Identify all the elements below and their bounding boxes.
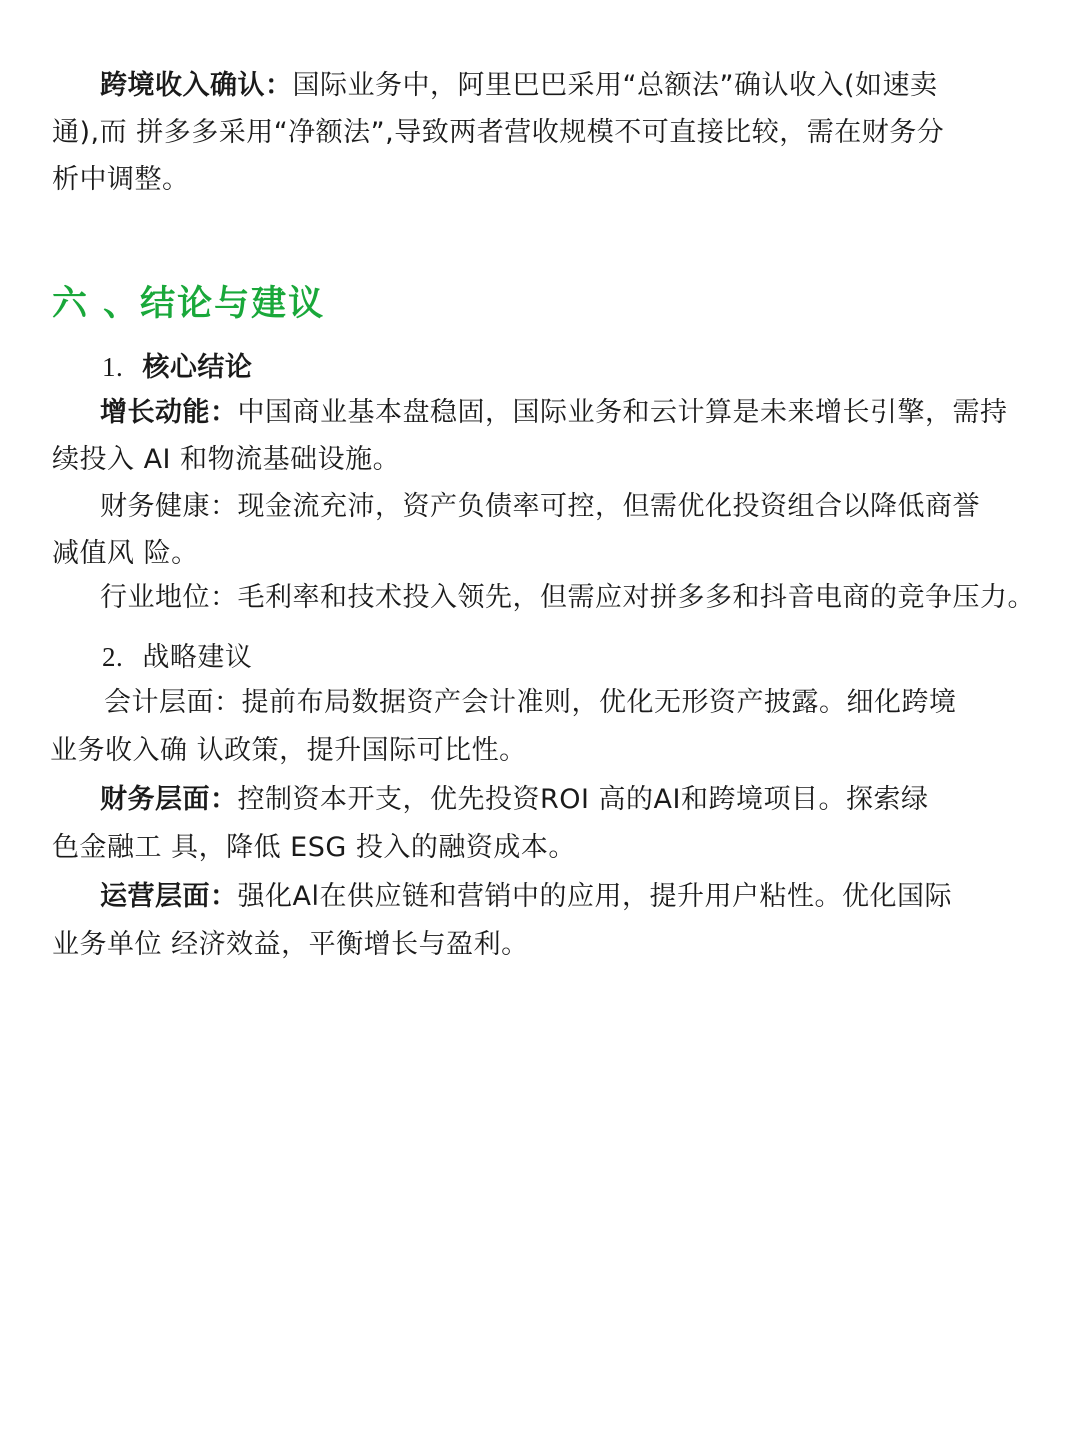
strategy-heading-number: 2. xyxy=(102,642,124,672)
industry-position-line: 行业地位：毛利率和技术投入领先，但需应对拼多多和抖音电商的竞争压力。 xyxy=(100,582,1035,613)
finance-text-1: 控制资本开支，优先投资ROI 高的AI和跨境项目。探索绿 xyxy=(237,784,929,815)
accounting-paragraph-line-1: 会计层面：提前布局数据资产会计准则，优化无形资产披露。细化跨境 xyxy=(104,687,957,718)
cross-border-label: 跨境收入确认： xyxy=(100,70,293,101)
operation-paragraph-line-2: 业务单位 经济效益，平衡增长与盈利。 xyxy=(52,929,529,960)
strategy-heading-text: 战略建议 xyxy=(142,642,253,673)
accounting-paragraph-line-2: 业务收入确 认政策，提升国际可比性。 xyxy=(50,735,527,766)
cross-border-paragraph-line-2: 通),而 拼多多采用“净额法”,导致两者营收规模不可直接比较，需在财务分 xyxy=(52,117,945,148)
health-paragraph-line-2: 减值风 险。 xyxy=(52,538,199,569)
growth-paragraph-line-1 xyxy=(100,393,1008,433)
operation-paragraph-line-1 xyxy=(100,877,952,917)
growth-label: 增长动能： xyxy=(100,397,238,428)
conclusion-heading xyxy=(102,347,252,388)
growth-paragraph-line-2: 续投入 AI 和物流基础设施。 xyxy=(52,444,401,475)
conclusion-heading-text: 核心结论 xyxy=(142,352,253,383)
section-title: 六 、结论与建议 xyxy=(52,284,326,324)
finance-label: 财务层面： xyxy=(100,784,238,815)
cross-border-paragraph-line-3: 析中调整。 xyxy=(52,164,190,195)
health-paragraph-line-1: 财务健康：现金流充沛，资产负债率可控，但需优化投资组合以降低商誉 xyxy=(100,491,980,522)
finance-paragraph-line-1 xyxy=(100,780,929,820)
finance-paragraph-line-2: 色金融工 具，降低 ESG 投入的融资成本。 xyxy=(52,832,576,863)
operation-label: 运营层面： xyxy=(100,881,238,912)
conclusion-heading-number: 1. xyxy=(102,352,124,382)
growth-text-1: 中国商业基本盘稳固，国际业务和云计算是未来增长引擎，需持 xyxy=(237,397,1008,428)
cross-border-text-1: 国际业务中，阿里巴巴采用“总额法”确认收入(如速卖 xyxy=(292,70,938,101)
cross-border-paragraph-line-1 xyxy=(100,66,938,106)
strategy-heading xyxy=(102,637,252,678)
operation-text-1: 强化Al在供应链和营销中的应用，提升用户粘性。优化国际 xyxy=(237,881,952,912)
